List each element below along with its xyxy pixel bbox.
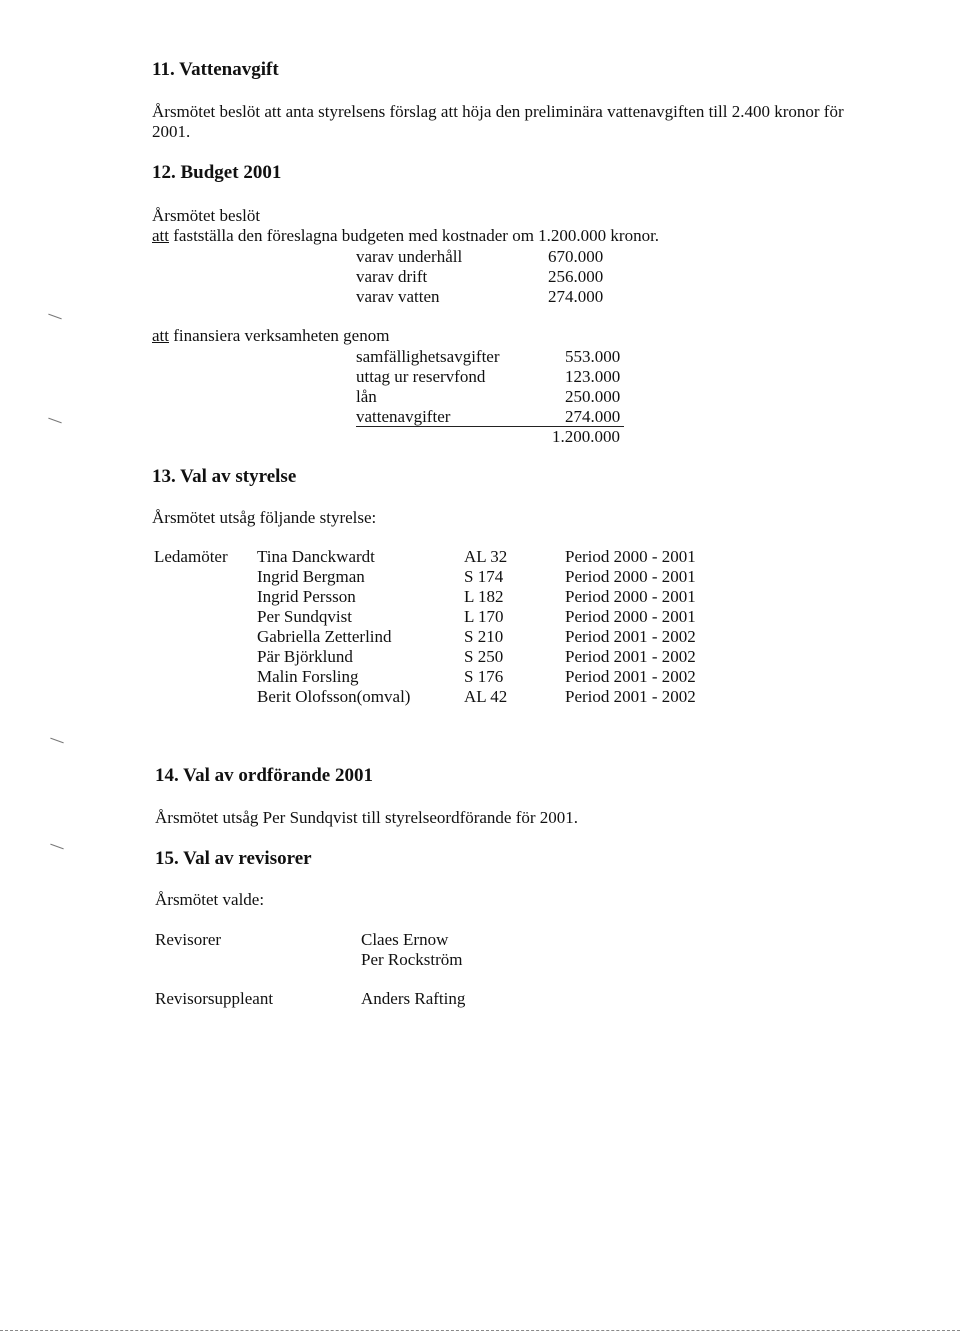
section-15-intro: Årsmötet valde: [155, 890, 265, 909]
member-name: Gabriella Zetterlind [257, 627, 392, 646]
cost-label: varav underhåll [356, 247, 463, 266]
member-code: S 250 [464, 647, 504, 666]
financing-value: 250.000 [565, 387, 621, 406]
att-financing-text: finansiera verksamheten genom [169, 326, 390, 345]
section-14-heading: 14. Val av ordförande 2001 [155, 765, 373, 786]
member-code: AL 32 [464, 547, 508, 566]
cost-value: 670.000 [548, 247, 604, 266]
cost-label: varav drift [356, 267, 428, 286]
member-period: Period 2000 - 2001 [565, 607, 696, 626]
section-12-heading: 12. Budget 2001 [152, 162, 282, 183]
financing-total: 1.200.000 [552, 427, 620, 446]
financing-value: 274.000 [565, 407, 621, 426]
member-period: Period 2001 - 2002 [565, 627, 696, 646]
member-name: Malin Forsling [257, 667, 359, 686]
revisor-name: Claes Ernow [361, 930, 449, 949]
cost-label: varav vatten [356, 287, 440, 306]
member-code: AL 42 [464, 687, 508, 706]
member-name: Ingrid Bergman [257, 567, 365, 586]
member-period: Period 2001 - 2002 [565, 647, 696, 666]
financing-label: uttag ur reservfond [356, 367, 486, 386]
section-14-text: Årsmötet utsåg Per Sundqvist till styrelseordförande för 2001. [155, 808, 579, 827]
financing-label: vattenavgifter [356, 407, 451, 426]
hole-punch-mark [48, 314, 61, 320]
att-word: att [152, 326, 169, 345]
revisorsuppleant-name: Anders Rafting [361, 989, 466, 1008]
cost-value: 274.000 [548, 287, 604, 306]
financing-label: lån [356, 387, 377, 406]
section-11-text-line1: Årsmötet beslöt att anta styrelsens förslag att höja den preliminära vattenavgiften till 2.400 kronor för [152, 102, 844, 121]
member-name: Ingrid Persson [257, 587, 356, 606]
member-period: Period 2000 - 2001 [565, 547, 696, 566]
member-period: Period 2001 - 2002 [565, 667, 696, 686]
member-name: Tina Danckwardt [257, 547, 375, 566]
cost-value: 256.000 [548, 267, 604, 286]
section-15-heading: 15. Val av revisorer [155, 848, 312, 869]
att-budget-text: fastställa den föreslagna budgeten med kostnader om 1.200.000 kronor. [169, 226, 660, 245]
member-name: Per Sundqvist [257, 607, 352, 626]
member-code: S 210 [464, 627, 504, 646]
hole-punch-mark [48, 418, 61, 424]
member-period: Period 2000 - 2001 [565, 587, 696, 606]
hole-punch-mark [50, 738, 63, 744]
board-role-label: Ledamöter [154, 547, 228, 566]
section-12-intro: Årsmötet beslöt [152, 206, 261, 225]
member-code: S 176 [464, 667, 504, 686]
member-code: L 170 [464, 607, 504, 626]
revisor-name: Per Rockström [361, 950, 463, 969]
section-11-text-line2: 2001. [152, 122, 191, 141]
financing-label: samfällighetsavgifter [356, 347, 500, 366]
member-name: Pär Björklund [257, 647, 353, 666]
att-word: att [152, 226, 169, 245]
member-name: Berit Olofsson(omval) [257, 687, 411, 706]
hole-punch-mark [50, 844, 63, 850]
section-11-heading: 11. Vattenavgift [152, 59, 279, 80]
member-code: L 182 [464, 587, 504, 606]
member-period: Period 2000 - 2001 [565, 567, 696, 586]
page-edge-line [0, 1330, 960, 1331]
revisorsuppleant-label: Revisorsuppleant [155, 989, 274, 1008]
revisorer-label: Revisorer [155, 930, 222, 949]
financing-value: 553.000 [565, 347, 621, 366]
section-12-att-financing [152, 326, 389, 346]
member-code: S 174 [464, 567, 504, 586]
section-13-intro: Årsmötet utsåg följande styrelse: [152, 508, 377, 527]
financing-value: 123.000 [565, 367, 621, 386]
section-12-att-budget [152, 226, 659, 246]
section-13-heading: 13. Val av styrelse [152, 466, 297, 487]
member-period: Period 2001 - 2002 [565, 687, 696, 706]
